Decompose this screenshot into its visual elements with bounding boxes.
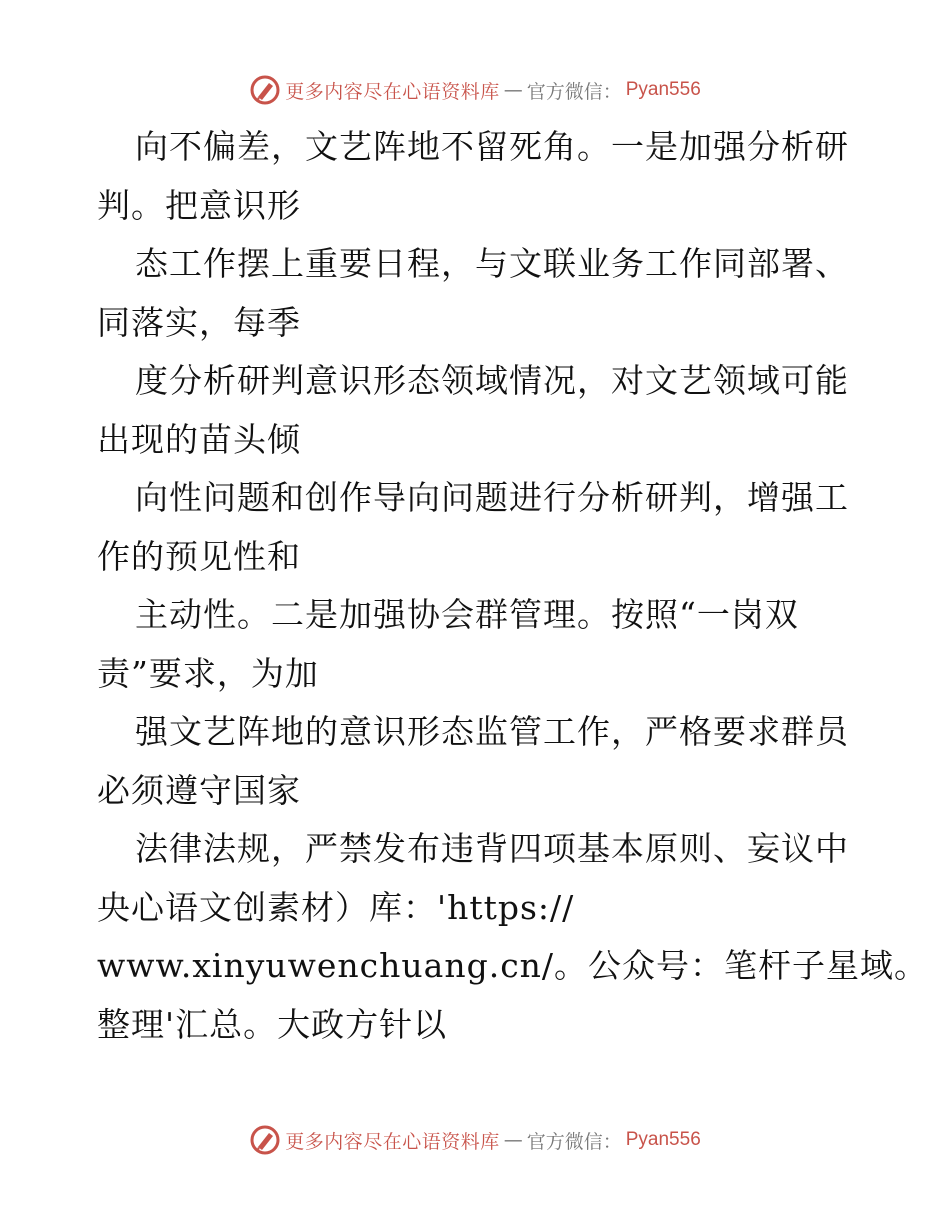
body-line: 必须遵守国家 xyxy=(97,770,301,810)
pen-nib-logo-icon xyxy=(249,74,281,106)
page-header-banner xyxy=(0,70,950,110)
body-line: 强文艺阵地的意识形态监管工作，严格要求群员 xyxy=(135,712,849,751)
body-line: 整理'汇总。大政方针以 xyxy=(97,1004,448,1044)
body-line: 向性问题和创作导向问题进行分析研判，增强工 xyxy=(135,478,849,517)
header-separator: — xyxy=(503,79,523,101)
body-line: 主动性。二是加强协会群管理。按照“一岗双 xyxy=(135,595,799,634)
footer-brand-text: 更多内容尽在心语资料库 xyxy=(285,1130,500,1153)
page-footer-banner xyxy=(0,1120,950,1160)
body-line: 责”要求，为加 xyxy=(97,653,319,693)
header-wechat-id: Pyan556 xyxy=(625,79,701,100)
header-wechat-label: 官方微信： xyxy=(526,80,622,103)
pen-nib-logo-icon xyxy=(249,1124,281,1156)
header-brand-text: 更多内容尽在心语资料库 xyxy=(285,80,500,103)
body-line: 同落实，每季 xyxy=(97,302,301,342)
body-line: 法律法规，严禁发布违背四项基本原则、妄议中 xyxy=(135,829,849,868)
footer-separator: — xyxy=(503,1129,523,1151)
body-line: 态工作摆上重要日程，与文联业务工作同部署、 xyxy=(135,244,849,283)
body-line: 作的预见性和 xyxy=(97,536,301,576)
body-line: 度分析研判意识形态领域情况，对文艺领域可能 xyxy=(135,361,849,400)
footer-wechat-label: 官方微信： xyxy=(526,1130,622,1153)
footer-wechat-id: Pyan556 xyxy=(625,1129,701,1150)
document-body xyxy=(97,118,929,1054)
body-line: 判。把意识形 xyxy=(97,185,301,225)
body-line: 央心语文创素材）库：'https:// xyxy=(97,887,575,927)
body-line-url: www.xinyuwenchuang.cn/。公众号：笔杆子星域。 xyxy=(97,946,929,985)
body-line: 出现的苗头倾 xyxy=(97,419,301,459)
body-line: 向不偏差，文艺阵地不留死角。一是加强分析研 xyxy=(135,127,849,166)
